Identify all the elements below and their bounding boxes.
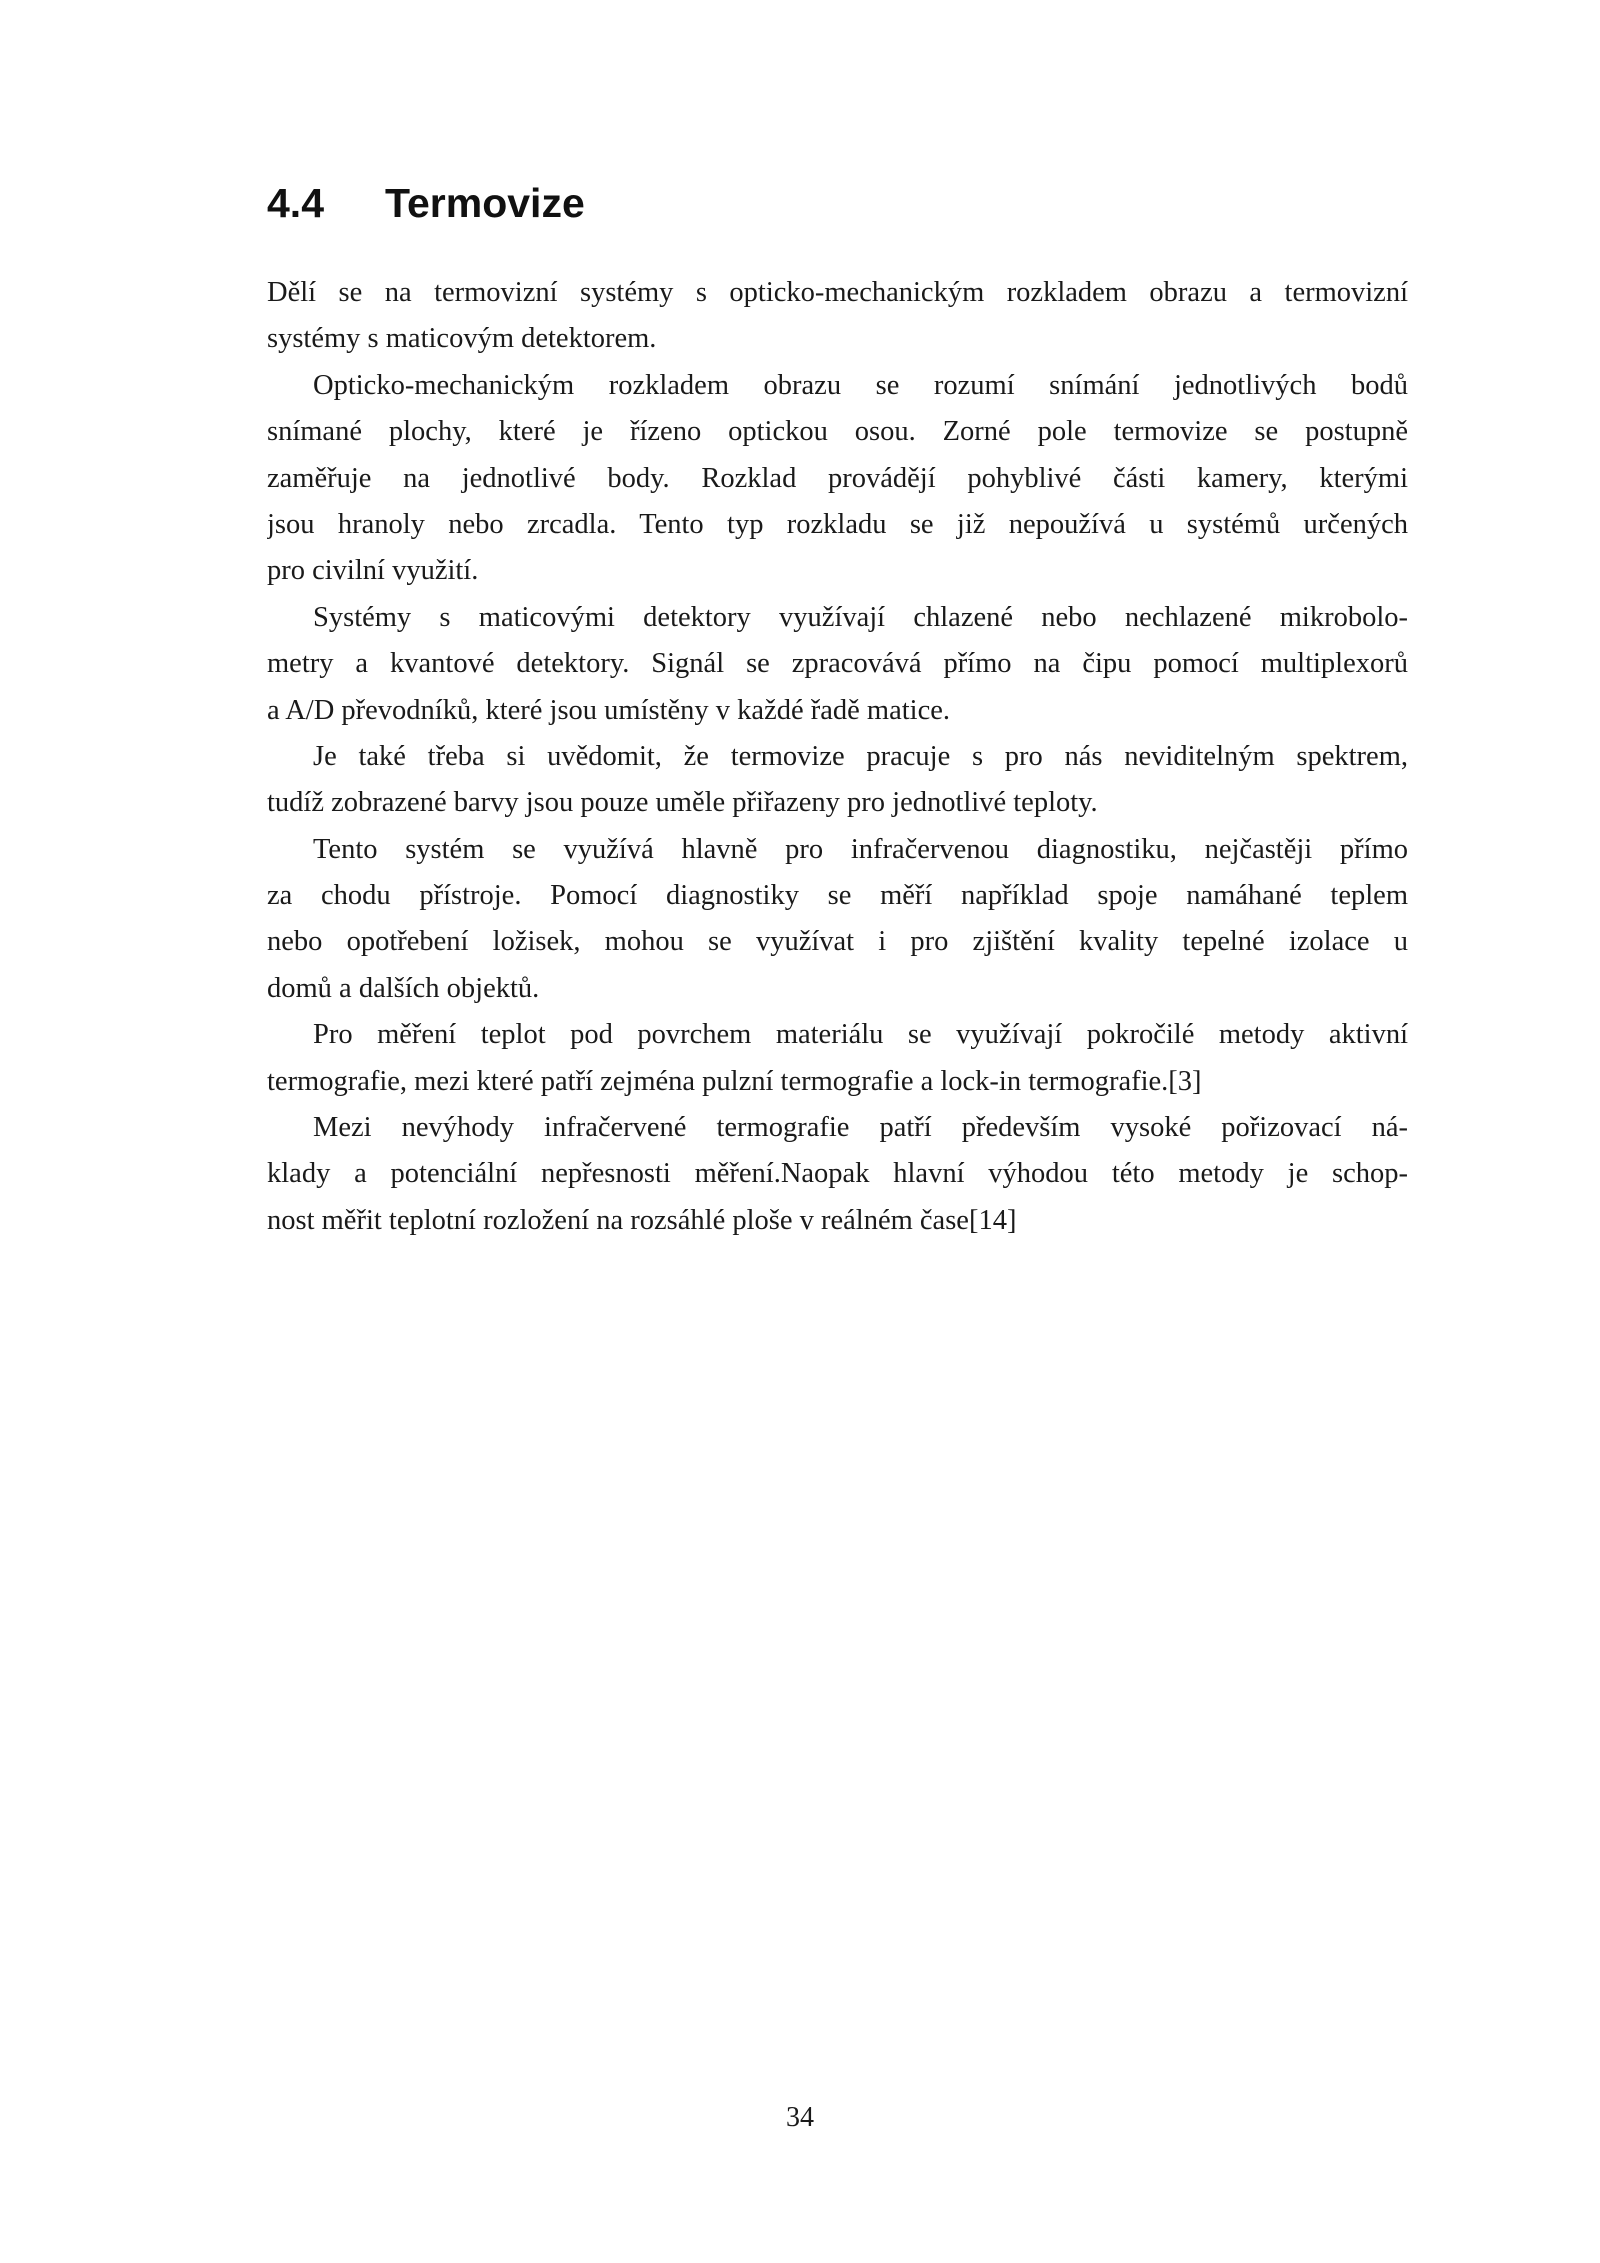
paragraph: [267, 827, 1408, 1013]
paragraph: [267, 363, 1408, 595]
paragraph: [267, 734, 1408, 827]
text-line: za chodu přístroje. Pomocí diagnostiky se měří například spoje namáhané teplem: [267, 880, 1408, 912]
body-text: [267, 270, 1408, 1244]
text-line: jsou hranoly nebo zrcadla. Tento typ rozkladu se již nepoužívá u systémů určených: [267, 508, 1408, 540]
text-line: nost měřit teplotní rozložení na rozsáhlé ploše v reálném čase[14]: [267, 1204, 1017, 1236]
text-line: a A/D převodníků, které jsou umístěny v každé řadě matice.: [267, 694, 950, 726]
paragraph: [267, 1105, 1408, 1244]
text-line: domů a dalších objektů.: [267, 972, 540, 1004]
text-line: zaměřuje na jednotlivé body. Rozklad provádějí pohyblivé části kamery, kterými: [267, 462, 1408, 494]
text-line: metry a kvantové detektory. Signál se zpracovává přímo na čipu pomocí multiplexorů: [267, 648, 1408, 680]
section-number: 4.4: [267, 180, 324, 226]
text-line: Opticko-mechanickým rozkladem obrazu se rozumí snímání jednotlivých bodů: [313, 369, 1408, 401]
section-heading: [267, 180, 585, 227]
text-line: klady a potenciální nepřesnosti měření.Naopak hlavní výhodou této metody je schop-: [267, 1158, 1408, 1190]
text-line: snímané plochy, které je řízeno optickou osou. Zorné pole termovize se postupně: [267, 416, 1408, 448]
text-line: Mezi nevýhody infračervené termografie patří především vysoké pořizovací ná-: [313, 1112, 1408, 1144]
text-line: nebo opotřebení ložisek, mohou se využívat i pro zjištění kvality tepelné izolace u: [267, 926, 1408, 958]
text-line: systémy s maticovým detektorem.: [267, 323, 657, 355]
paragraph: [267, 595, 1408, 734]
text-line: Dělí se na termovizní systémy s opticko-mechanickým rozkladem obrazu a termovizní: [267, 277, 1408, 308]
page-number: 34: [786, 2102, 814, 2133]
paragraph: [267, 1012, 1408, 1105]
text-line: Je také třeba si uvědomit, že termovize pracuje s pro nás neviditelným spektrem,: [313, 740, 1408, 772]
text-line: termografie, mezi které patří zejména pulzní termografie a lock-in termografie.[3]: [267, 1065, 1202, 1097]
text-line: Pro měření teplot pod povrchem materiálu se využívají pokročilé metody aktivní: [313, 1019, 1408, 1051]
text-line: pro civilní využití.: [267, 555, 479, 587]
section-title: Termovize: [385, 180, 585, 226]
text-line: Tento systém se využívá hlavně pro infračervenou diagnostiku, nejčastěji přímo: [313, 833, 1408, 865]
text-line: Systémy s maticovými detektory využívají chlazené nebo nechlazené mikrobolo-: [313, 601, 1408, 633]
text-line: tudíž zobrazené barvy jsou pouze uměle přiřazeny pro jednotlivé teploty.: [267, 787, 1098, 819]
paragraph: [267, 270, 1408, 363]
